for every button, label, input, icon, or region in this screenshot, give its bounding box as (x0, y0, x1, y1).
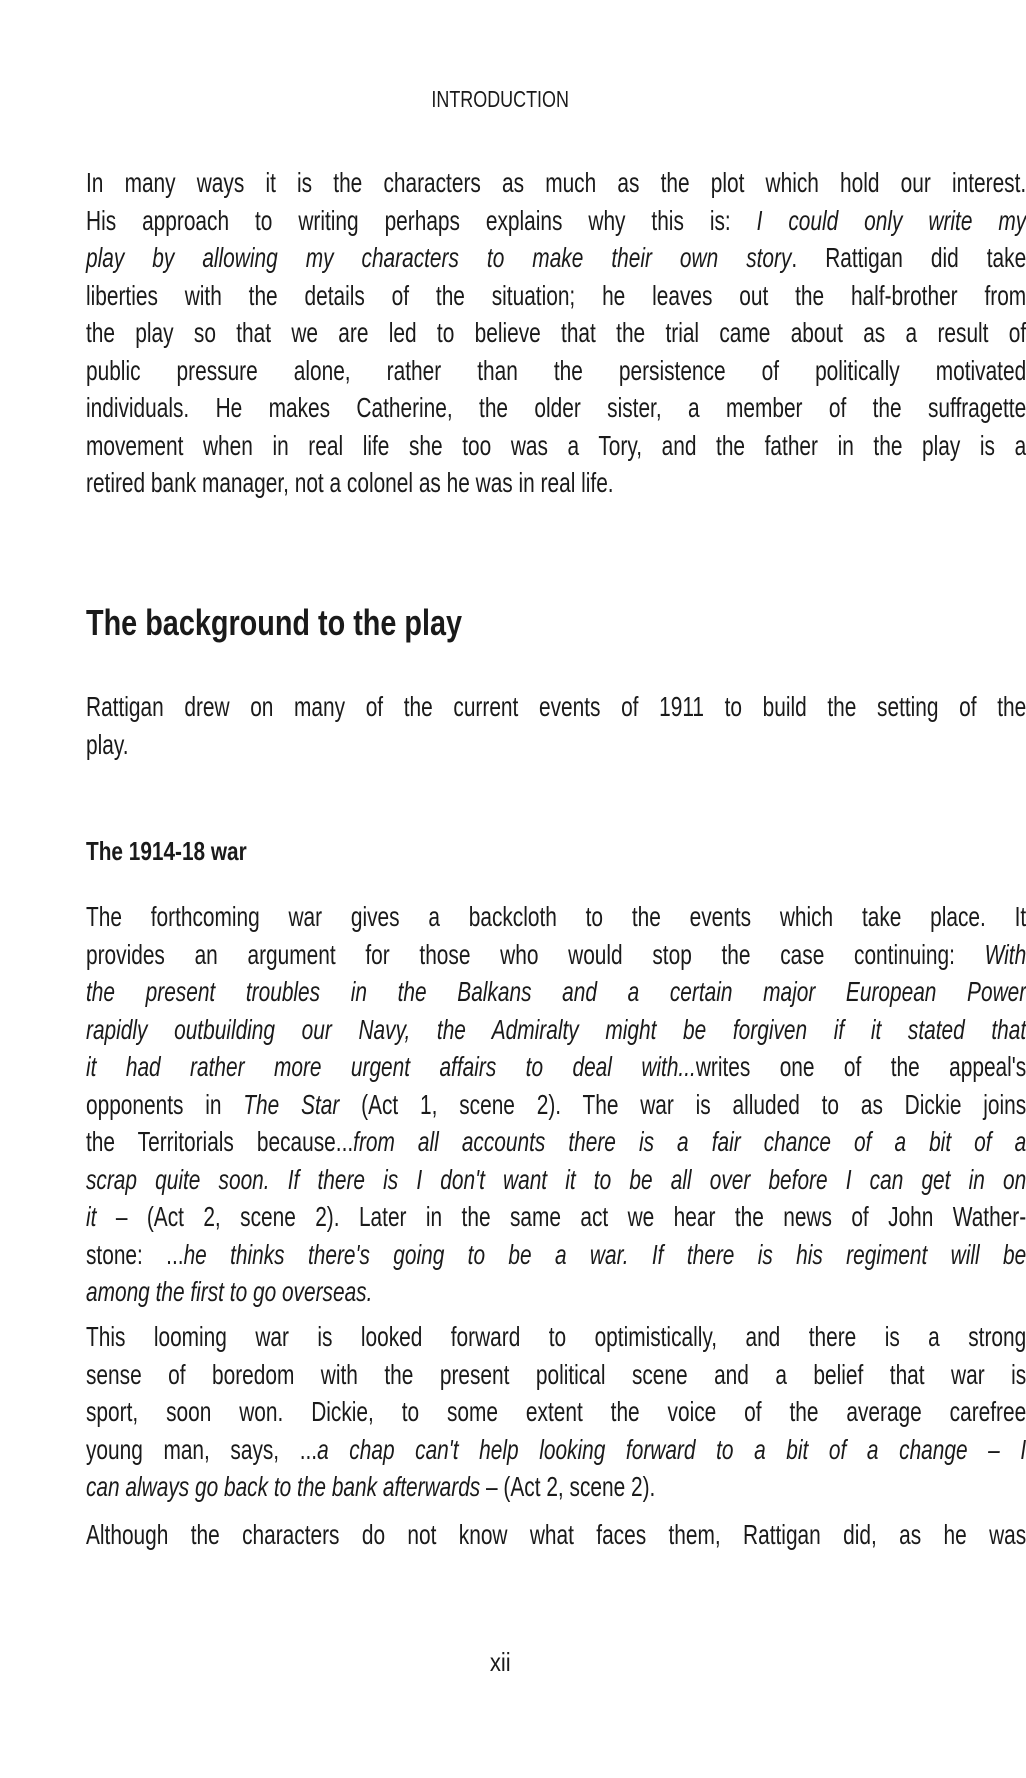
text-run: In many ways it is the characters as much as the plot which hold our interest. (86, 167, 1026, 198)
text-run: opponents in (86, 1088, 244, 1120)
running-head-text: INTRODUCTION (431, 86, 569, 112)
italic-quote: scrap quite soon. If there is I don't want it to be all over before I can get in on (86, 1163, 1026, 1195)
paragraph-war (86, 898, 1026, 1311)
text-run: individuals. He makes Catherine, the older sister, a member of the suffragette (86, 392, 1026, 423)
text-run: Although the characters do not know what faces them, Rattigan did, as he was (86, 1519, 1026, 1550)
italic-quote: I could only write my (756, 204, 1026, 236)
italic-quote: from all accounts there is a fair chance of a bit of a (353, 1126, 1026, 1157)
paragraph-background (86, 688, 1026, 763)
italic-quote: The Star (243, 1088, 340, 1120)
italic-quote: play by allowing my characters to make their own story (86, 242, 792, 273)
text-run: sense of boredom with the present political scene and a belief that war is (86, 1358, 1026, 1390)
text-line (86, 277, 1026, 315)
text-run: provides an argument for those who would stop the case continuing: (86, 938, 985, 970)
text-run: This looming war is looked forward to optimistically, and there is a strong (86, 1321, 1026, 1352)
text-run: movement when in real life she too was a Tory, and the father in the play is a (86, 429, 1026, 461)
text-line (86, 1161, 1026, 1199)
text-line (86, 1123, 1026, 1161)
text-run: public pressure alone, rather than the persistence of politically motivated (86, 354, 1026, 386)
text-run: . Rattigan did take (791, 242, 1026, 273)
text-run: retired bank manager, not a colonel as he was in real life. (86, 467, 614, 498)
running-head (0, 86, 1000, 113)
text-line (86, 427, 1026, 465)
text-line (86, 1048, 1026, 1086)
text-line (86, 1468, 1026, 1506)
italic-quote: he thinks there's going to be a war. If there is his regiment will be (183, 1238, 1026, 1270)
text-run: – (Act 2, scene 2). Later in the same act we hear the news of John Wather- (96, 1201, 1026, 1232)
text-line (86, 239, 1026, 277)
text-line (86, 1516, 1026, 1554)
text-line (86, 202, 1026, 240)
text-run: – (Act 2, scene 2). (480, 1471, 656, 1502)
subsection-heading: The 1914-18 war (86, 836, 247, 866)
text-line (86, 688, 1026, 726)
italic-quote: can always go back to the bank afterwards (86, 1471, 481, 1502)
text-run: (Act 1, scene 2). The war is alluded to as Dickie joins (339, 1088, 1026, 1120)
text-run: the play so that we are led to believe that the trial came about as a result of (86, 317, 1026, 348)
text-line (86, 898, 1026, 936)
italic-quote: it (86, 1201, 97, 1232)
text-line (86, 1236, 1026, 1274)
text-line (86, 1393, 1026, 1431)
text-run: the Territorials because... (86, 1126, 354, 1157)
text-run: Rattigan drew on many of the current events of 1911 to build the setting of the (86, 691, 1026, 722)
text-line (86, 1198, 1026, 1236)
text-line (86, 164, 1026, 202)
text-line (86, 1318, 1026, 1356)
text-line (86, 314, 1026, 352)
text-run: His approach to writing perhaps explains why this is: (86, 204, 757, 236)
page-number (0, 1647, 1000, 1678)
text-run: sport, soon won. Dickie, to some extent the voice of the average carefree (86, 1396, 1026, 1427)
paragraph-characters (86, 164, 1026, 502)
text-line (86, 464, 1026, 502)
text-line (86, 726, 1026, 764)
text-line (86, 1011, 1026, 1049)
text-line (86, 1431, 1026, 1469)
italic-quote: With (984, 938, 1026, 970)
text-run: stone: ... (86, 1238, 184, 1270)
text-line (86, 389, 1026, 427)
text-line (86, 936, 1026, 974)
text-line (86, 352, 1026, 390)
text-line (86, 973, 1026, 1011)
text-line (86, 1356, 1026, 1394)
text-run: liberties with the details of the situation; he leaves out the half-brother from (86, 279, 1026, 311)
text-run: writes one of the appeal's (695, 1051, 1026, 1082)
text-line (86, 1086, 1026, 1124)
paragraph-looming-war (86, 1318, 1026, 1506)
italic-quote: rapidly outbuilding our Navy, the Admiralty might be forgiven if it stated that (86, 1013, 1026, 1045)
text-run: young man, says, ... (86, 1433, 318, 1465)
section-heading: The background to the play (86, 602, 463, 643)
paragraph-although (86, 1516, 1026, 1554)
page-number-text: xii (489, 1647, 511, 1677)
italic-quote: the present troubles in the Balkans and a certain major European Power (86, 976, 1026, 1007)
italic-quote: it had rather more urgent affairs to deal with... (86, 1051, 696, 1082)
text-run: play. (86, 728, 129, 760)
italic-quote: among the first to go overseas. (86, 1276, 373, 1307)
text-line (86, 1273, 1026, 1311)
text-run: The forthcoming war gives a backcloth to the events which take place. It (86, 901, 1026, 932)
italic-quote: a chap can't help looking forward to a bit of a change – I (317, 1433, 1026, 1465)
